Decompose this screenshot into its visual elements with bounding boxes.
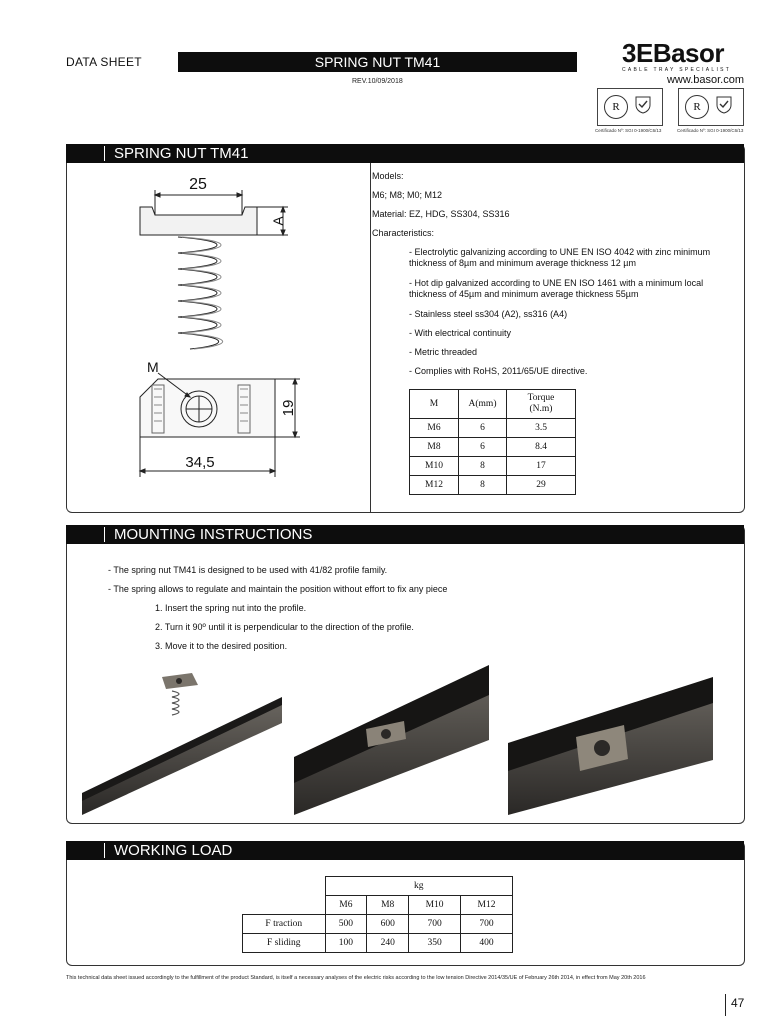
table-row [410, 438, 576, 457]
table-header-cell: A(mm) [459, 390, 507, 419]
table-cell: 29 [507, 476, 576, 495]
certificate-number: Certificado Nº: SGI 0-1900/C6/13 [677, 128, 744, 133]
section-heading-text: MOUNTING INSTRUCTIONS [114, 526, 313, 543]
dim-a-label: A [270, 216, 286, 226]
dim-width-label: 25 [189, 176, 207, 193]
page-title: SPRING NUT TM41 [178, 52, 577, 72]
mounting-step: 2. Turn it 90º until it is perpendicular to the direction of the profile. [155, 622, 414, 632]
page-number: 47 [731, 996, 745, 1010]
table-row [243, 934, 513, 953]
row-label: F traction [243, 915, 326, 934]
company-url: www.basor.com [666, 74, 744, 86]
mounting-step: 1. Insert the spring nut into the profile. [155, 603, 307, 613]
certification-seal-icon [632, 93, 654, 115]
unit-header: kg [325, 877, 513, 896]
working-load-table [242, 876, 513, 953]
certificate-number: Certificado Nº: SGI 0-1900/C6/13 [595, 128, 662, 133]
dim-height-label: 19 [280, 399, 297, 417]
torque-table [409, 389, 576, 495]
dim-length-label: 34,5 [185, 454, 215, 471]
logo-tagline: CABLE TRAY SPECIALIST [622, 67, 732, 73]
section-heading [66, 525, 744, 544]
mounting-photo-insert [82, 665, 282, 815]
technical-drawing [120, 165, 370, 480]
table-row [410, 476, 576, 495]
table-header-cell: M [410, 390, 459, 419]
mounting-photo-turn [294, 665, 489, 815]
table-header-cell: Torque (N.m) [507, 390, 576, 419]
mounting-photo-move [508, 675, 713, 815]
characteristic-item: - With electrical continuity [409, 328, 512, 338]
table-cell: 8.4 [507, 438, 576, 457]
page-number-divider [725, 994, 726, 1016]
table-cell: 3.5 [507, 419, 576, 438]
table-cell: 240 [367, 934, 409, 953]
table-cell: 700 [461, 915, 513, 934]
models-value: M6; M8; M0; M12 [372, 190, 443, 200]
table-cell: 6 [459, 438, 507, 457]
table-row [243, 915, 513, 934]
table-cell: M12 [410, 476, 459, 495]
table-cell: M10 [410, 457, 459, 476]
table-cell: 6 [459, 419, 507, 438]
footer-note: This technical data sheet issued accordingly to the fulfillment of the product Standard, is itself a necessary analyses of the electric risks according to the low tension Directive 2014/35/UE of February 26th 2014, in effect from May 20th 2016 [66, 975, 646, 981]
table-cell: 400 [461, 934, 513, 953]
company-logo [622, 40, 744, 86]
section-heading-text: SPRING NUT TM41 [114, 145, 249, 162]
section-heading [66, 144, 744, 163]
thread-m-label: M [147, 359, 159, 375]
certification-seal-icon [713, 93, 735, 115]
doc-type-label: DATA SHEET [66, 55, 142, 69]
table-header-cell: M10 [409, 896, 461, 915]
table-cell: 500 [325, 915, 367, 934]
iqnet-r-icon: R [685, 95, 709, 119]
section-divider [370, 163, 371, 512]
certification-badge [597, 88, 663, 126]
table-cell: 350 [409, 934, 461, 953]
characteristic-item: - Metric threaded [409, 347, 478, 357]
characteristic-item: - Stainless steel ss304 (A2), ss316 (A4) [409, 309, 568, 319]
revision-label: REV.10/09/2018 [352, 78, 403, 85]
characteristic-item: - Hot dip galvanized according to UNE EN ISO 1461 with a minimum local thickness of 45µm and minimum average thickness 55µm [409, 278, 704, 299]
table-header-cell: M6 [325, 896, 367, 915]
table-cell: M8 [410, 438, 459, 457]
table-cell: 8 [459, 476, 507, 495]
table-header-cell: M12 [461, 896, 513, 915]
table-cell: 600 [367, 915, 409, 934]
row-label: F sliding [243, 934, 326, 953]
characteristic-item: - Complies with RoHS, 2011/65/UE directive. [409, 366, 588, 376]
table-cell: 8 [459, 457, 507, 476]
table-cell: 17 [507, 457, 576, 476]
models-label: Models: [372, 171, 404, 181]
characteristic-item: - Electrolytic galvanizing according to UNE EN ISO 4042 with zinc minimum thickness of 8µm and minimum average thickness 12 µm [409, 247, 711, 268]
table-header-cell: M8 [367, 896, 409, 915]
section-heading [66, 841, 744, 860]
mounting-step: 3. Move it to the desired position. [155, 641, 288, 651]
table-cell: M6 [410, 419, 459, 438]
characteristics-label: Characteristics: [372, 228, 435, 238]
table-row [410, 457, 576, 476]
table-cell: 100 [325, 934, 367, 953]
logo-mark: 3E [622, 38, 653, 68]
logo-name: Basor [652, 38, 725, 68]
section-heading-text: WORKING LOAD [114, 842, 233, 859]
material-value: Material: EZ, HDG, SS304, SS316 [372, 209, 510, 219]
certification-badge [678, 88, 744, 126]
iqnet-r-icon: R [604, 95, 628, 119]
table-cell: 700 [409, 915, 461, 934]
mounting-bullet: - The spring allows to regulate and maintain the position without effort to fix any piece [108, 584, 448, 594]
table-row [410, 419, 576, 438]
mounting-bullet: - The spring nut TM41 is designed to be used with 41/82 profile family. [108, 565, 388, 575]
